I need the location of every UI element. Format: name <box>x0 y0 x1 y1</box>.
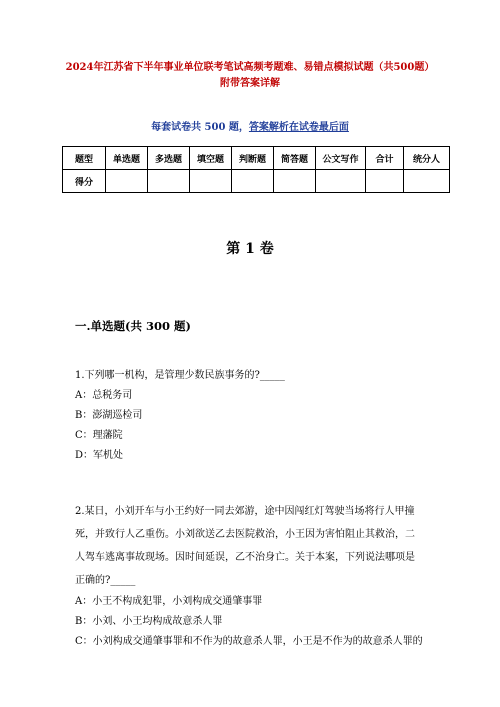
question-stem-line: 死，并致行人乙重伤。小刘欲送乙去医院救治，小王因为害怕阻止其救治，二 <box>75 529 415 540</box>
question-stem: 1.下列哪一机构，是管理少数民族事务的?_____ <box>75 370 285 381</box>
score-table-header-row <box>63 147 450 170</box>
score-cell[interactable] <box>106 170 148 193</box>
option-b[interactable]: B：澎湖巡检司 <box>75 410 143 421</box>
score-header-cell: 填空题 <box>190 147 232 170</box>
score-cell[interactable] <box>274 170 316 193</box>
option-c[interactable]: C：理藩院 <box>75 430 123 441</box>
score-cell[interactable] <box>316 170 366 193</box>
option-a[interactable]: A：总税务司 <box>75 390 133 401</box>
notice-prefix: 每套试卷共 500 题， <box>151 122 249 133</box>
notice-line <box>0 118 500 133</box>
option-a[interactable]: A：小王不构成犯罪，小刘构成交通肇事罪 <box>75 596 263 607</box>
section-title: 一.单选题(共 300 题) <box>75 319 191 333</box>
score-header-cell: 判断题 <box>232 147 274 170</box>
option-b[interactable]: B：小刘、小王均构成故意杀人罪 <box>75 616 223 627</box>
question-stem-line: 2.某日，小刘开车与小王约好一同去郊游，途中因闯红灯驾驶当场将行人甲撞 <box>75 506 415 517</box>
question-stem-line: 人驾车逃离事故现场。因时间延误，乙不治身亡。关于本案，下列说法哪项是 <box>75 552 415 563</box>
score-header-cell: 多选题 <box>148 147 190 170</box>
score-header-cell: 合计 <box>366 147 404 170</box>
question-2 <box>75 500 437 652</box>
score-header-cell: 公文写作 <box>316 147 366 170</box>
score-cell[interactable] <box>366 170 404 193</box>
notice-answer-location: 答案解析在试卷最后面 <box>248 122 349 133</box>
score-table-score-row <box>63 170 450 193</box>
score-cell[interactable] <box>190 170 232 193</box>
score-table <box>62 146 450 193</box>
option-d[interactable]: D：军机处 <box>75 450 124 461</box>
volume-heading: 第 1 卷 <box>226 241 274 257</box>
score-header-cell: 题型 <box>63 147 106 170</box>
option-c[interactable]: C：小刘构成交通肇事罪和不作为的故意杀人罪，小王是不作为的故意杀人罪的 <box>75 636 423 647</box>
question-stem-line: 正确的?_____ <box>75 575 136 586</box>
score-row-label: 得分 <box>63 170 106 193</box>
score-cell[interactable] <box>404 170 450 193</box>
score-header-cell: 简答题 <box>274 147 316 170</box>
document-title: 2024年江苏省下半年事业单位联考笔试高频考题难、易错点模拟试题（共500题）附带答案详解 <box>65 62 435 89</box>
score-cell[interactable] <box>148 170 190 193</box>
score-header-cell: 单选题 <box>106 147 148 170</box>
score-header-cell: 统分人 <box>404 147 450 170</box>
score-cell[interactable] <box>232 170 274 193</box>
question-1 <box>75 366 437 466</box>
